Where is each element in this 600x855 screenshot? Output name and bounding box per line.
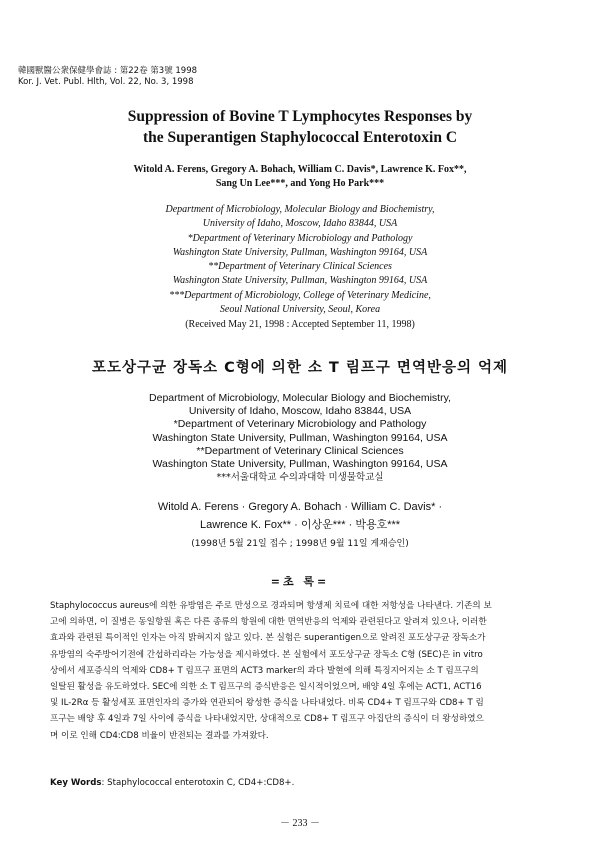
affiliation-line: *Department of Veterinary Microbiology and Pathology (173, 418, 427, 431)
paper-title-ko: 포도상구균 장독소 C형에 의한 소 T 림프구 면역반응의 억제 (91, 360, 509, 376)
author-line: Witold A. Ferens, Gregory A. Bohach, William C. Davis*, Lawrence K. Fox**, (133, 164, 467, 175)
affiliation-line: Washington State University, Pullman, Washington 99164, USA (172, 275, 428, 287)
abstract-line: 프구는 배양 후 4일과 7일 사이에 증식을 나타내었지만, 상대적으로 CD8+ T 림프구 아집단의 증식이 더 왕성하였으 (50, 714, 484, 725)
affiliation-line: Department of Microbiology, Molecular Biology and Biochemistry, (165, 204, 435, 215)
abstract-line: 상에서 세포증식의 억제와 CD8+ T 림프구 표면의 ACT3 marker의 과다 발현에 의해 특징지어지는 소 T 림프구의 (50, 665, 479, 676)
affiliation-line: ***Department of Microbiology, College of Veterinary Medicine, (169, 289, 431, 301)
abstract-heading: =초 록= (270, 575, 330, 588)
key-words-value: : Staphylococcal enterotoxin C, CD4+:CD8+. (101, 778, 295, 788)
received-date-ko: (1998년 5월 21일 접수 ; 1998년 9월 11일 게재승인) (191, 539, 409, 549)
affiliations-ko-block (0, 392, 600, 484)
abstract-line: 며 이로 인해 CD4:CD8 비율이 반전되는 결과를 가져왔다. (50, 730, 269, 741)
journal-name-ko: 韓國獸醫公衆保健學會誌 : 第22卷 第3號 1998 (18, 66, 198, 76)
affiliation-line: Seoul National University, Seoul, Korea (219, 304, 381, 316)
journal-name-en: Kor. J. Vet. Publ. Hlth, Vol. 22, No. 3, 1998 (18, 77, 194, 87)
affiliation-line: University of Idaho, Moscow, Idaho 83844, USA (202, 218, 398, 230)
abstract-line: 고에 의하면, 이 질병은 동일항원 혹은 다른 종류의 항원에 대한 면역반응의 억제와 관련된다고 알려져 있으나, 이러한 (50, 617, 487, 628)
key-words (50, 778, 294, 788)
title-line: the Superantigen Staphylococcal Enterotoxin C (142, 129, 458, 146)
affiliation-line-seoul: ***서울대학교 수의과대학 미생물학교실 (216, 472, 384, 484)
page-number: － 233 － (280, 818, 320, 829)
author-list-en (0, 163, 600, 191)
abstract-line: Staphylococcus aureus에 의한 유방염은 주로 만성으로 경과되며 항생제 치료에 대한 저항성을 나타낸다. 기존의 보 (50, 601, 492, 611)
author-line: Sang Un Lee***, and Yong Ho Park*** (215, 178, 385, 189)
abstract-line: 유방염의 숙주방어기전에 간섭하리라는 가능성을 제시하였다. 본 실험에서 포도상구균 장독소 C형 (SEC)은 in vitro (50, 649, 483, 660)
title-line: Suppression of Bovine T Lymphocytes Responses by (127, 108, 473, 125)
author-list-ko (0, 498, 600, 534)
key-words-label: Key Words (50, 778, 102, 788)
affiliation-line: **Department of Veterinary Clinical Sciences (196, 444, 404, 457)
author-line: Witold A. Ferens · Gregory A. Bohach · William C. Davis* · (157, 501, 443, 513)
affiliation-line: Washington State University, Pullman, Washington 99164, USA (152, 458, 448, 471)
abstract-line: 및 IL-2Rα 등 활성세포 표면인자의 증가와 연관되어 왕성한 증식을 나타내었다. 비록 CD4+ T 림프구와 CD8+ T 림 (50, 698, 484, 709)
affiliation-line: Washington State University, Pullman, Washington 99164, USA (172, 246, 428, 258)
paper-title-en (0, 106, 600, 148)
affiliation-line: **Department of Veterinary Clinical Sciences (208, 261, 392, 273)
affiliation-line: Washington State University, Pullman, Washington 99164, USA (152, 431, 448, 444)
abstract-body (50, 598, 556, 744)
abstract-line: 효과와 관련된 특이적인 인자는 아직 밝혀지지 않고 있다. 본 실험은 superantigen으로 알려진 포도상구균 장독소가 (50, 633, 486, 644)
affiliation-line: *Department of Veterinary Microbiology and Pathology (187, 232, 413, 244)
received-date-en: (Received May 21, 1998 : Accepted September 11, 1998) (185, 319, 415, 330)
affiliation-line: University of Idaho, Moscow, Idaho 83844, USA (188, 405, 412, 418)
author-line: Lawrence K. Fox** · 이상운*** · 박용호*** (199, 519, 401, 531)
journal-header (18, 66, 197, 88)
abstract-line: 일탈된 활성을 유도하였다. SEC에 의한 소 T 림프구의 증식반응은 일시적이었으며, 배양 4일 후에는 ACT1, ACT16 (50, 682, 482, 693)
affiliations-en (0, 203, 600, 317)
affiliation-line: Department of Microbiology, Molecular Biology and Biochemistry, (149, 392, 451, 404)
